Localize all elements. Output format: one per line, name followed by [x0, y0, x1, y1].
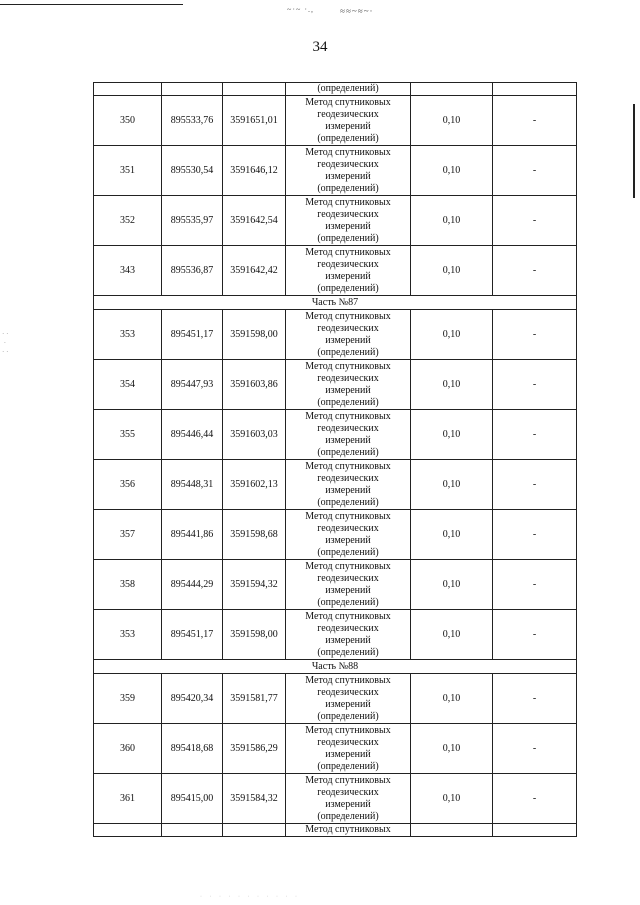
- method-line: Метод спутниковых: [305, 246, 391, 258]
- table-row: [94, 246, 577, 296]
- method-line: Метод спутниковых: [305, 146, 391, 158]
- table-row: [94, 674, 577, 724]
- margin-bar: [633, 104, 635, 198]
- table-row: [94, 410, 577, 460]
- point-number: 355: [94, 410, 162, 460]
- table-row: [94, 560, 577, 610]
- point-number: 353: [94, 310, 162, 360]
- method-line: измерений: [325, 748, 371, 760]
- method-cell: [286, 360, 411, 410]
- method-cell: [286, 460, 411, 510]
- point-number: 353: [94, 610, 162, 660]
- y-coordinate: 3591651,01: [223, 96, 286, 146]
- method-line: Метод спутниковых: [305, 560, 391, 572]
- note-value: -: [493, 774, 577, 824]
- method-cell: [286, 774, 411, 824]
- note-value: -: [493, 196, 577, 246]
- method-line: измерений: [325, 484, 371, 496]
- y-coordinate: 3591594,32: [223, 560, 286, 610]
- accuracy-value: 0,10: [411, 196, 493, 246]
- accuracy-value: 0,10: [411, 146, 493, 196]
- table-row: [94, 724, 577, 774]
- method-line: (определений): [317, 282, 379, 294]
- accuracy-value: 0,10: [411, 560, 493, 610]
- method-line: геодезических: [317, 686, 379, 698]
- accuracy-value: 0,10: [411, 774, 493, 824]
- point-number: 352: [94, 196, 162, 246]
- method-line: (определений): [317, 132, 379, 144]
- x-coordinate: 895447,93: [162, 360, 223, 410]
- note-value: -: [493, 96, 577, 146]
- method-line: Метод спутниковых: [305, 774, 391, 786]
- scan-artifact: ~·~ ·.,: [287, 5, 314, 14]
- note-value: -: [493, 410, 577, 460]
- method-line: Метод спутниковых: [305, 510, 391, 522]
- table-row: [94, 196, 577, 246]
- part-label: Часть №87: [94, 296, 577, 310]
- accuracy-value: 0,10: [411, 460, 493, 510]
- method-line: измерений: [325, 270, 371, 282]
- note-value: -: [493, 610, 577, 660]
- y-coordinate: 3591646,12: [223, 146, 286, 196]
- method-cell: [286, 310, 411, 360]
- table-body: [94, 83, 577, 837]
- method-line: геодезических: [317, 158, 379, 170]
- method-line: геодезических: [317, 108, 379, 120]
- accuracy-value: 0,10: [411, 724, 493, 774]
- point-number: 359: [94, 674, 162, 724]
- accuracy-value: 0,10: [411, 360, 493, 410]
- header-rule: [0, 4, 183, 5]
- method-cell: [286, 674, 411, 724]
- y-coordinate: 3591602,13: [223, 460, 286, 510]
- note-value: -: [493, 724, 577, 774]
- accuracy-value: 0,10: [411, 246, 493, 296]
- method-line: измерений: [325, 584, 371, 596]
- method-line: геодезических: [317, 372, 379, 384]
- method-line: Метод спутниковых: [305, 196, 391, 208]
- method-line: Метод спутниковых: [305, 724, 391, 736]
- accuracy-value: 0,10: [411, 310, 493, 360]
- x-coordinate: 895535,97: [162, 196, 223, 246]
- x-coordinate: 895530,54: [162, 146, 223, 196]
- method-line: измерений: [325, 534, 371, 546]
- method-line: измерений: [325, 384, 371, 396]
- table-row: [94, 610, 577, 660]
- part-header-row: [94, 660, 577, 674]
- table-row-fragment-top: [94, 83, 577, 96]
- point-number: 358: [94, 560, 162, 610]
- method-line: геодезических: [317, 322, 379, 334]
- method-line: геодезических: [317, 208, 379, 220]
- point-number: 361: [94, 774, 162, 824]
- method-line: геодезических: [317, 422, 379, 434]
- method-line: Метод спутниковых: [305, 96, 391, 108]
- x-coordinate: 895533,76: [162, 96, 223, 146]
- x-coordinate: 895451,17: [162, 610, 223, 660]
- point-number: 357: [94, 510, 162, 560]
- method-line: (определений): [317, 446, 379, 458]
- method-line: измерений: [325, 120, 371, 132]
- method-cell: [286, 96, 411, 146]
- method-line: измерений: [325, 334, 371, 346]
- y-coordinate: 3591598,68: [223, 510, 286, 560]
- method-line: (определений): [317, 546, 379, 558]
- note-value: -: [493, 310, 577, 360]
- table-row: [94, 510, 577, 560]
- method-line: геодезических: [317, 736, 379, 748]
- x-coordinate: 895444,29: [162, 560, 223, 610]
- method-line: Метод спутниковых: [305, 410, 391, 422]
- scan-specks: · · · · ·: [2, 330, 9, 356]
- method-cell: [286, 724, 411, 774]
- table-row-fragment-bottom: [94, 824, 577, 837]
- method-cell: [286, 246, 411, 296]
- table-row: [94, 310, 577, 360]
- method-line: геодезических: [317, 258, 379, 270]
- table-row: [94, 360, 577, 410]
- table-row: [94, 774, 577, 824]
- method-line: (определений): [317, 232, 379, 244]
- y-coordinate: 3591581,77: [223, 674, 286, 724]
- method-line: геодезических: [317, 472, 379, 484]
- page-number: 34: [312, 39, 328, 55]
- y-coordinate: 3591598,00: [223, 310, 286, 360]
- method-line: измерений: [325, 634, 371, 646]
- note-value: -: [493, 510, 577, 560]
- accuracy-value: 0,10: [411, 96, 493, 146]
- note-value: -: [493, 674, 577, 724]
- accuracy-value: 0,10: [411, 510, 493, 560]
- method-line: (определений): [317, 646, 379, 658]
- method-line: Метод спутниковых: [305, 310, 391, 322]
- table-row: [94, 146, 577, 196]
- x-coordinate: 895536,87: [162, 246, 223, 296]
- note-value: -: [493, 246, 577, 296]
- accuracy-value: 0,10: [411, 674, 493, 724]
- method-line: измерений: [325, 698, 371, 710]
- y-coordinate: 3591642,42: [223, 246, 286, 296]
- note-value: -: [493, 460, 577, 510]
- note-value: -: [493, 360, 577, 410]
- method-line: Метод спутниковых: [305, 460, 391, 472]
- method-line: геодезических: [317, 572, 379, 584]
- y-coordinate: 3591603,03: [223, 410, 286, 460]
- y-coordinate: 3591586,29: [223, 724, 286, 774]
- accuracy-value: 0,10: [411, 610, 493, 660]
- point-number: 350: [94, 96, 162, 146]
- scan-artifact: · · · · · · · · · · ·: [200, 894, 300, 900]
- method-cell: [286, 510, 411, 560]
- y-coordinate: 3591584,32: [223, 774, 286, 824]
- x-coordinate: 895415,00: [162, 774, 223, 824]
- method-line: измерений: [325, 170, 371, 182]
- table-row: [94, 460, 577, 510]
- x-coordinate: 895448,31: [162, 460, 223, 510]
- x-coordinate: 895441,86: [162, 510, 223, 560]
- x-coordinate: 895418,68: [162, 724, 223, 774]
- method-line: (определений): [317, 760, 379, 772]
- method-line: измерений: [325, 798, 371, 810]
- coordinates-table: [93, 82, 577, 837]
- method-cell: Метод спутниковых: [286, 824, 411, 837]
- note-value: -: [493, 146, 577, 196]
- scan-artifact: ≈≈~≈~·: [340, 6, 374, 16]
- method-line: Метод спутниковых: [305, 674, 391, 686]
- method-line: (определений): [317, 710, 379, 722]
- note-value: -: [493, 560, 577, 610]
- method-line: (определений): [317, 496, 379, 508]
- method-line: (определений): [317, 596, 379, 608]
- method-cell: [286, 610, 411, 660]
- part-label: Часть №88: [94, 660, 577, 674]
- method-line: (определений): [317, 810, 379, 822]
- y-coordinate: 3591598,00: [223, 610, 286, 660]
- method-line: Метод спутниковых: [305, 610, 391, 622]
- point-number: 354: [94, 360, 162, 410]
- table-row: [94, 96, 577, 146]
- method-line: измерений: [325, 434, 371, 446]
- accuracy-value: 0,10: [411, 410, 493, 460]
- point-number: 343: [94, 246, 162, 296]
- x-coordinate: 895451,17: [162, 310, 223, 360]
- method-line: Метод спутниковых: [305, 360, 391, 372]
- x-coordinate: 895446,44: [162, 410, 223, 460]
- method-cell: [286, 196, 411, 246]
- method-line: геодезических: [317, 522, 379, 534]
- method-cell: [286, 410, 411, 460]
- part-header-row: [94, 296, 577, 310]
- method-line: измерений: [325, 220, 371, 232]
- y-coordinate: 3591603,86: [223, 360, 286, 410]
- x-coordinate: 895420,34: [162, 674, 223, 724]
- point-number: 351: [94, 146, 162, 196]
- method-line: (определений): [317, 396, 379, 408]
- method-cell: [286, 560, 411, 610]
- method-cell: (определений): [286, 83, 411, 96]
- point-number: 360: [94, 724, 162, 774]
- method-line: геодезических: [317, 622, 379, 634]
- y-coordinate: 3591642,54: [223, 196, 286, 246]
- point-number: 356: [94, 460, 162, 510]
- method-line: геодезических: [317, 786, 379, 798]
- method-line: (определений): [317, 346, 379, 358]
- method-cell: [286, 146, 411, 196]
- method-line: (определений): [317, 182, 379, 194]
